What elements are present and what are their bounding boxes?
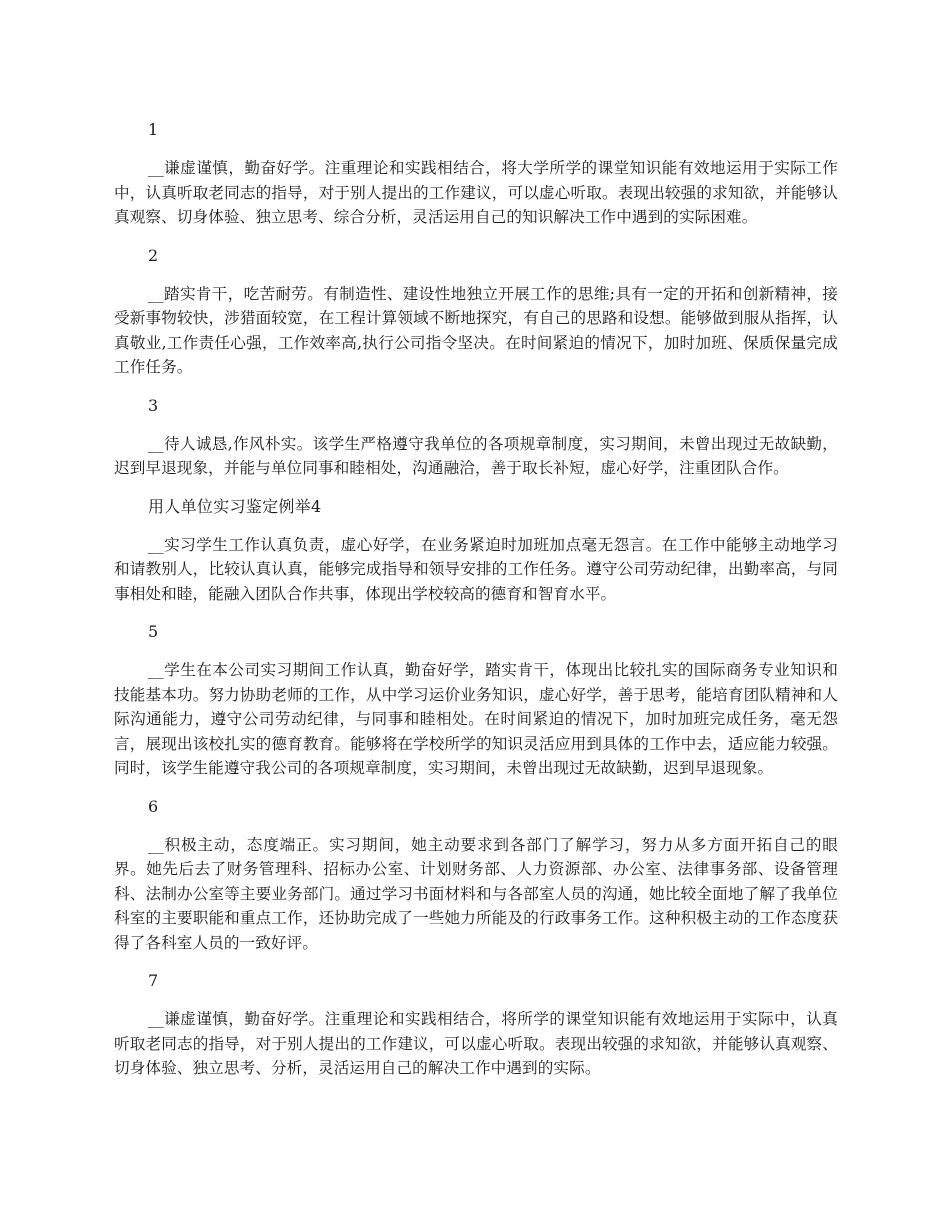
section-6 [114, 795, 838, 956]
section-7 [114, 969, 838, 1081]
section-heading: 5 [148, 622, 159, 641]
document-page [114, 118, 838, 1095]
section-heading: 7 [148, 971, 159, 990]
section-heading: 2 [148, 245, 159, 265]
section-paragraph: __踏实肯干，吃苦耐劳。有制造性、建设性地独立开展工作的思维;具有一定的开拓和创新精神，接受新事物较快，涉猎面较宽，在工程计算领域不断地探究，有自己的思路和设想。能够做到服从指挥，认真敬业,工作责任心强，工作效率高,执行公司指令坚决。在时间紧迫的情况下，加时加班、保质保量完成工作任务。 [114, 284, 838, 376]
section-paragraph: __学生在本公司实习期间工作认真，勤奋好学，踏实肯干，体现出比较扎实的国际商务专业知识和技能基本功。努力协助老师的工作，从中学习运价业务知识，虚心好学，善于思考，能培育团队精神和人际沟通能力，遵守公司劳动纪律，与同事和睦相处。在时间紧迫的情况下，加时加班完成任务，毫无怨言，展现出该校扎实的德育教育。能够将在学校所学的知识灵活应用到具体的工作中去，适应能力较强。同时，该学生能遵守我公司的各项规章制度，实习期间，未曾出现过无故缺勤，迟到早退现象。 [114, 661, 838, 777]
section-heading: 1 [148, 120, 159, 139]
section-paragraph: __谦虚谨慎，勤奋好学。注重理论和实践相结合，将大学所学的课堂知识能有效地运用于实际工作中，认真听取老同志的指导，对于别人提出的工作建议，可以虚心听取。表现出较强的求知欲，并能够认真观察、切身体验、独立思考、综合分析，灵活运用自己的知识解决工作中遇到的实际困难。 [114, 159, 838, 226]
section-1 [114, 118, 838, 230]
section-5 [114, 620, 838, 781]
section-heading: 用人单位实习鉴定例举4 [148, 496, 322, 516]
section-paragraph: __待人诚恳,作风朴实。该学生严格遵守我单位的各项规章制度，实习期间，未曾出现过无故缺勤，迟到早退现象，并能与单位同事和睦相处，沟通融洽，善于取长补短，虚心好学，注重团队合作。 [114, 434, 838, 477]
section-heading: 3 [148, 395, 159, 415]
section-3 [114, 394, 838, 481]
section-paragraph: __谦虚谨慎，勤奋好学。注重理论和实践相结合，将所学的课堂知识能有效地运用于实际中，认真听取老同志的指导，对于别人提出的工作建议，可以虚心听取。表现出较强的求知欲，并能够认真观察、切身体验、独立思考、分析，灵活运用自己的解决工作中遇到的实际。 [114, 1010, 838, 1077]
section-paragraph: __积极主动，态度端正。实习期间，她主动要求到各部门了解学习，努力从多方面开拓自己的眼界。她先后去了财务管理科、招标办公室、计划财务部、人力资源部、办公室、法律事务部、设备管理科、法制办公室等主要业务部门。通过学习书面材料和与各部室人员的沟通，她比较全面地了解了我单位科室的主要职能和重点工作，还协助完成了一些她力所能及的行政事务工作。这种积极主动的工作态度获得了各科室人员的一致好评。 [114, 835, 838, 952]
section-4 [114, 495, 838, 607]
section-heading: 6 [148, 796, 159, 816]
section-2 [114, 244, 838, 380]
section-paragraph: __实习学生工作认真负责，虚心好学，在业务紧迫时加班加点毫无怨言。在工作中能够主动地学习和请教别人，比较认真认真，能够完成指导和领导安排的工作任务。遵守公司劳动纪律，出勤率高，与同事相处和睦，能融入团队合作共事，体现出学校较高的德育和智育水平。 [114, 535, 838, 603]
